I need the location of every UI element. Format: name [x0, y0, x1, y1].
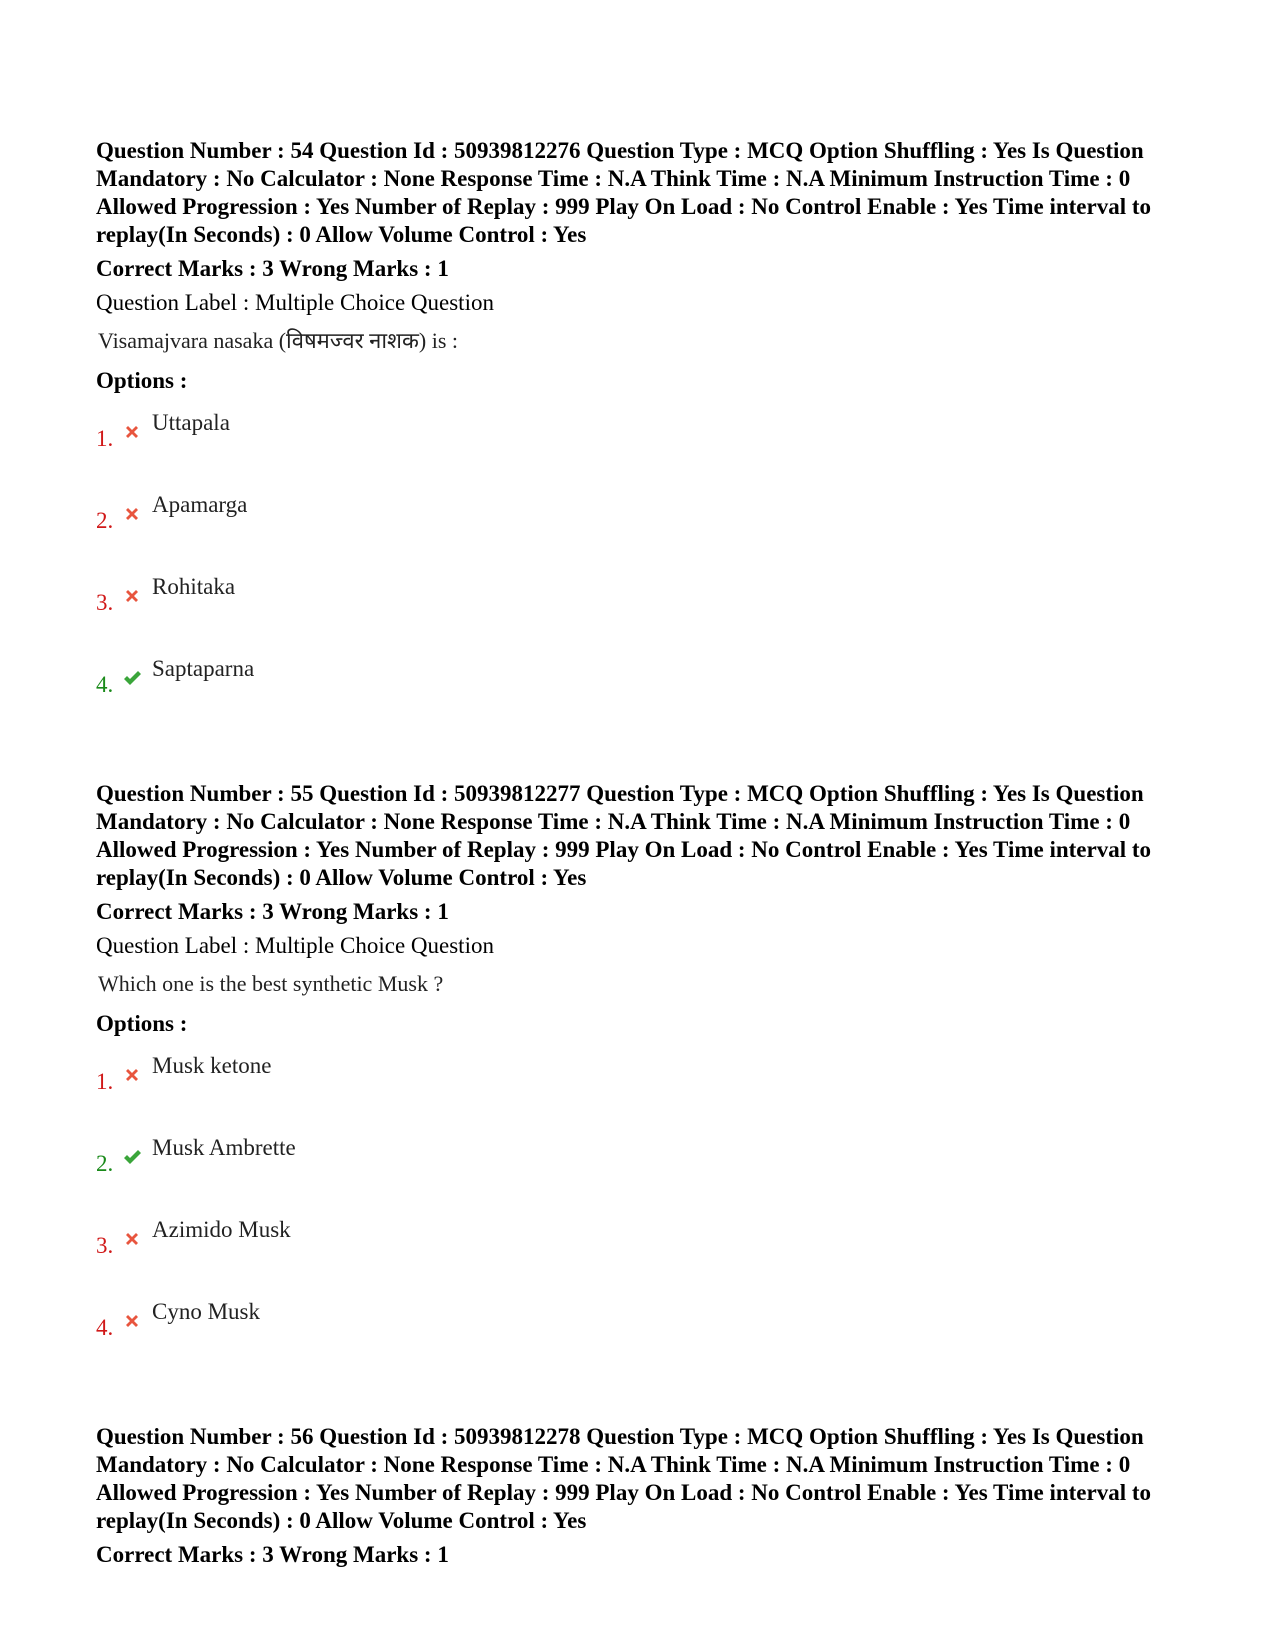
- option-item: [96, 647, 1206, 729]
- options-heading: Options :: [96, 368, 188, 393]
- question-label: Question Label : Multiple Choice Question: [96, 933, 494, 958]
- option-number: 4.: [96, 672, 114, 697]
- option-number: 1.: [96, 426, 114, 451]
- option-text: Saptaparna: [152, 656, 255, 681]
- cross-icon: [122, 1229, 142, 1249]
- options-list: [96, 1044, 1206, 1372]
- cross-icon: [122, 1311, 142, 1331]
- option-text: Uttapala: [152, 410, 230, 435]
- option-item: [96, 565, 1206, 647]
- option-item: [96, 1208, 1206, 1290]
- question-marks: Correct Marks : 3 Wrong Marks : 1: [96, 899, 449, 924]
- option-item: [96, 1290, 1206, 1372]
- question-marks: Correct Marks : 3 Wrong Marks : 1: [96, 1542, 449, 1567]
- option-text: Musk Ambrette: [152, 1135, 296, 1160]
- option-number: 3.: [96, 590, 114, 615]
- option-item: [96, 401, 1206, 483]
- option-number: 2.: [96, 1151, 114, 1176]
- question-text: Visamajvara nasaka (विषमज्वर नाशक) is :: [98, 328, 459, 353]
- question-block: [96, 1423, 1206, 1569]
- cross-icon: [122, 504, 142, 524]
- option-number: 4.: [96, 1315, 114, 1340]
- question-marks: Correct Marks : 3 Wrong Marks : 1: [96, 256, 449, 281]
- question-text: Which one is the best synthetic Musk ?: [98, 971, 444, 996]
- option-number: 3.: [96, 1233, 114, 1258]
- cross-icon: [122, 422, 142, 442]
- cross-icon: [122, 586, 142, 606]
- question-label: Question Label : Multiple Choice Question: [96, 290, 494, 315]
- check-icon: [122, 668, 142, 688]
- option-number: 1.: [96, 1069, 114, 1094]
- cross-icon: [122, 1065, 142, 1085]
- option-text: Azimido Musk: [152, 1217, 291, 1242]
- question-block: [96, 780, 1206, 1372]
- option-text: Cyno Musk: [152, 1299, 260, 1324]
- question-block: [96, 137, 1206, 729]
- option-number: 2.: [96, 508, 114, 533]
- option-item: [96, 1126, 1206, 1208]
- question-meta: Question Number : 54 Question Id : 50939812276 Question Type : MCQ Option Shuffling : Yes Is Question Mandatory : No Calculator : None Response Time : N.A Think Time : N.A Minimum Instruction Time : 0 Allowed Progression : Yes Number of Replay : 999 Play On Load : No Control Enable : Yes Time interval to replay(In Seconds) : 0 Allow Volume Control : Yes: [96, 138, 1152, 247]
- option-text: Rohitaka: [152, 574, 236, 599]
- option-item: [96, 483, 1206, 565]
- check-icon: [122, 1147, 142, 1167]
- options-list: [96, 401, 1206, 729]
- question-meta: Question Number : 56 Question Id : 50939812278 Question Type : MCQ Option Shuffling : Yes Is Question Mandatory : No Calculator : None Response Time : N.A Think Time : N.A Minimum Instruction Time : 0 Allowed Progression : Yes Number of Replay : 999 Play On Load : No Control Enable : Yes Time interval to replay(In Seconds) : 0 Allow Volume Control : Yes: [96, 1424, 1152, 1533]
- option-text: Apamarga: [152, 492, 248, 517]
- options-heading: Options :: [96, 1011, 188, 1036]
- question-meta: Question Number : 55 Question Id : 50939812277 Question Type : MCQ Option Shuffling : Yes Is Question Mandatory : No Calculator : None Response Time : N.A Think Time : N.A Minimum Instruction Time : 0 Allowed Progression : Yes Number of Replay : 999 Play On Load : No Control Enable : Yes Time interval to replay(In Seconds) : 0 Allow Volume Control : Yes: [96, 781, 1152, 890]
- option-item: [96, 1044, 1206, 1126]
- option-text: Musk ketone: [152, 1053, 272, 1078]
